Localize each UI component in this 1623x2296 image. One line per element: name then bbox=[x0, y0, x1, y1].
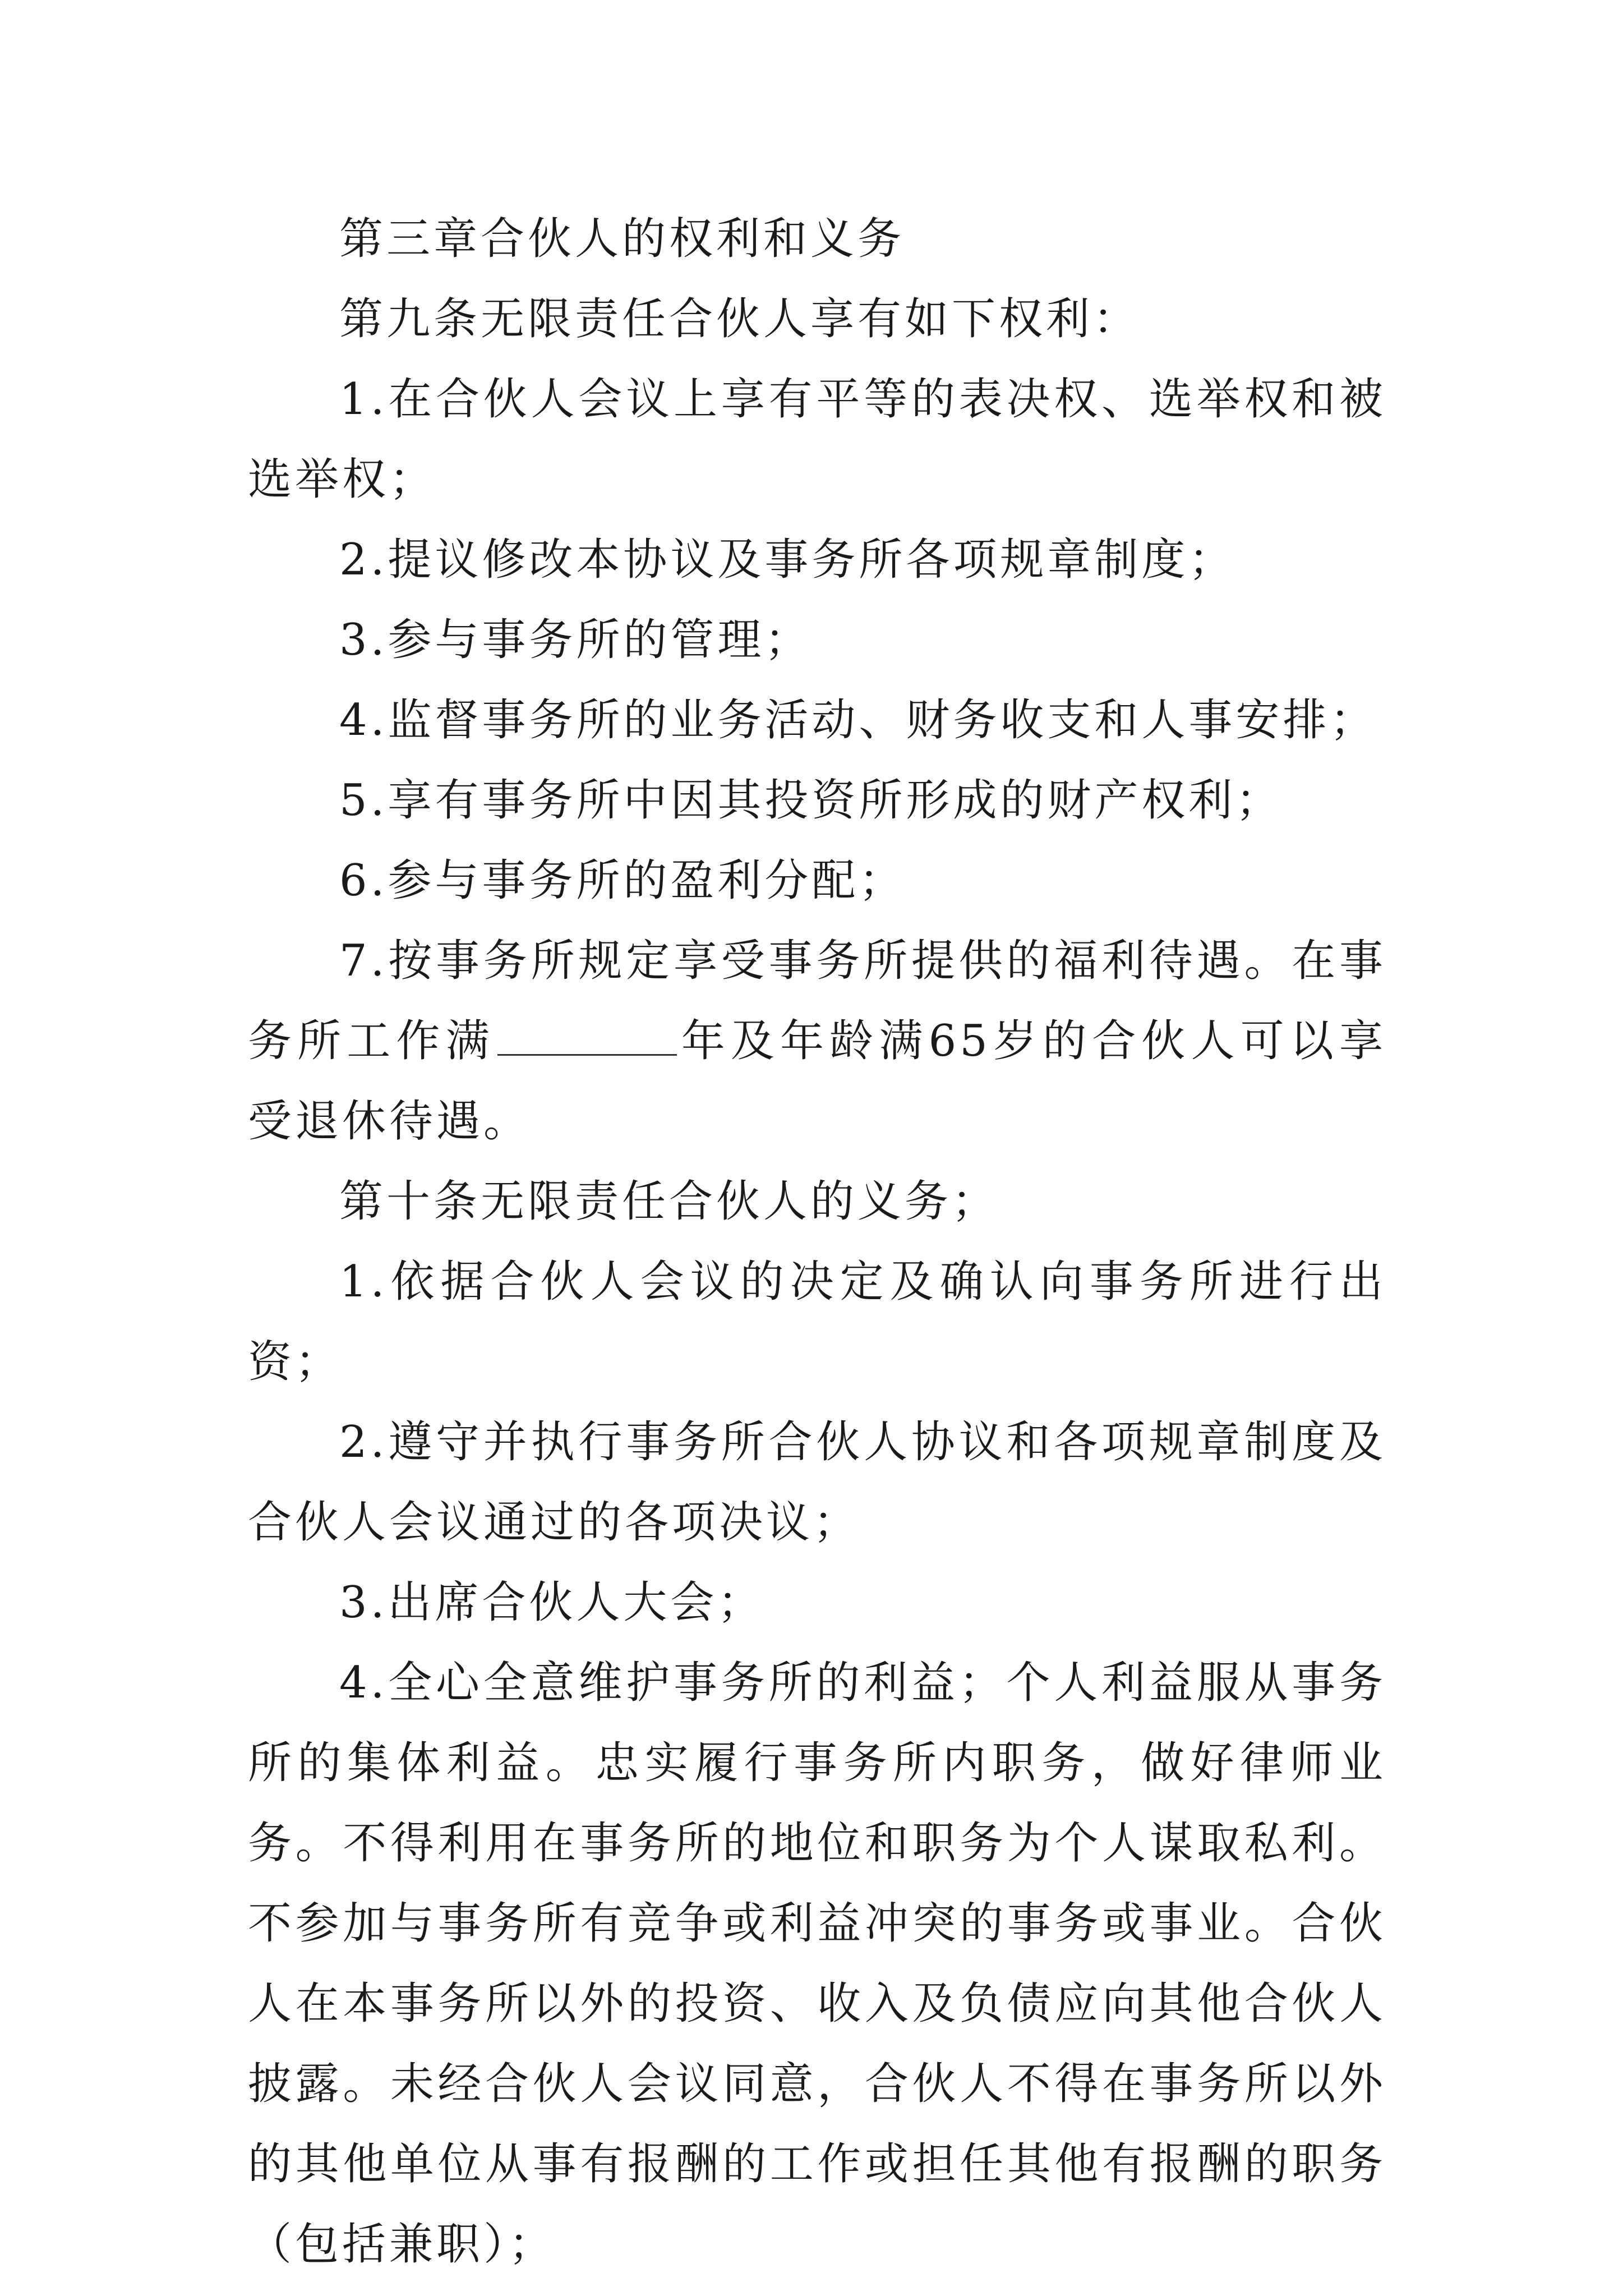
article-9-item-7 bbox=[248, 921, 1386, 1162]
article-9-item-7-part-1: 7.按事务所规定享受事务所提供的福利待遇。在事务所工作满 bbox=[248, 936, 1386, 1066]
fill-in-blank-years[interactable] bbox=[497, 1020, 677, 1056]
article-9-item-7-part-2: 年及年龄满65岁的合伙人可以享受退休待遇。 bbox=[248, 1016, 1386, 1147]
article-10-item-3: 3.出席合伙人大会； bbox=[339, 1577, 765, 1628]
chapter-title: 第三章合伙人的权利和义务 bbox=[339, 214, 905, 264]
article-9-item-2: 2.提议修改本协议及事务所各项规章制度； bbox=[339, 535, 1236, 585]
article-9-item-3: 3.参与事务所的管理； bbox=[339, 615, 812, 665]
article-9-heading: 第九条无限责任合伙人享有如下权利： bbox=[339, 294, 1141, 344]
article-9-item-6: 6.参与事务所的盈利分配； bbox=[339, 855, 906, 906]
article-10-heading: 第十条无限责任合伙人的义务； bbox=[339, 1176, 999, 1227]
article-10-item-4: 4.全心全意维护事务所的利益；个人利益服从事务所的集体利益。忠实履行事务所内职务，做好律师业务。不得利用在事务所的地位和职务为个人谋取私利。不参加与事务所有竞争或利益冲突的事务或事业。合伙人在本事务所以外的投资、收入及负债应向其他合伙人披露。未经合伙人会议同意，合伙人不得在事务所以外的其他单位从事有报酬的工作或担任其他有报酬的职务（包括兼职）； bbox=[248, 1658, 1386, 2270]
article-9-item-4: 4.监督事务所的业务活动、财务收支和人事安排； bbox=[339, 695, 1377, 746]
document-body bbox=[248, 199, 1386, 2285]
article-10-item-2: 2.遵守并执行事务所合伙人协议和各项规章制度及合伙人会议通过的各项决议； bbox=[248, 1417, 1386, 1548]
article-9-item-1: 1.在合伙人会议上享有平等的表决权、选举权和被选举权； bbox=[248, 374, 1386, 505]
article-10-item-1: 1.依据合伙人会议的决定及确认向事务所进行出资； bbox=[248, 1257, 1386, 1387]
article-9-item-5: 5.享有事务所中因其投资所形成的财产权利； bbox=[339, 775, 1283, 826]
